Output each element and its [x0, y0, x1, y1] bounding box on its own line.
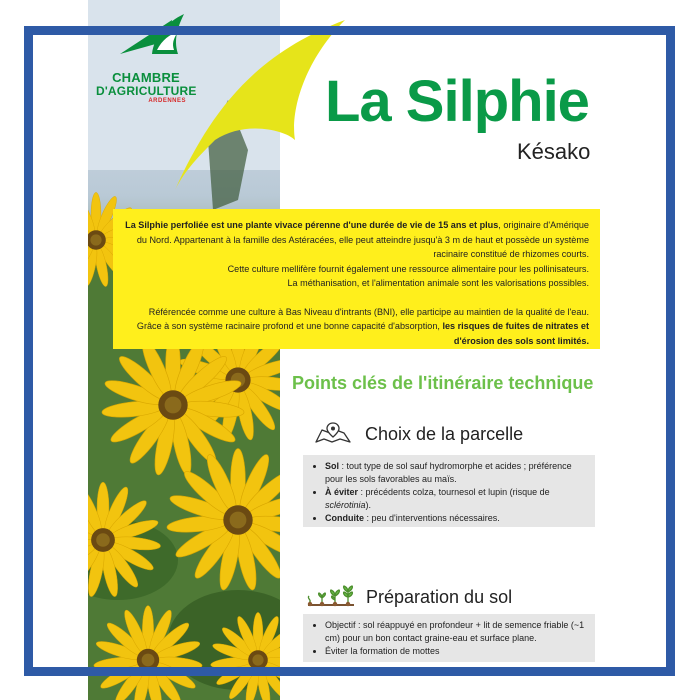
item-italic: sclérotinia	[325, 500, 366, 510]
intro-box	[113, 209, 600, 349]
page-title: La Silphie	[325, 69, 589, 134]
list-item	[325, 460, 587, 486]
seedlings-icon	[306, 585, 356, 607]
list-item	[325, 512, 587, 525]
item-after: ).	[365, 500, 372, 510]
item-text: : précédents colza, tournesol et lupin (risque de	[358, 487, 550, 497]
intro-p2: Cette culture mellifère fournit également une ressource alimentaire pour les pollinisateurs.	[227, 263, 589, 274]
list-item: • Objectif : sol réappuyé en profondeur + lit de semence friable (~1 cm) pour un bon contact graine-eau et surface plane.	[325, 619, 587, 645]
intro-p1-rest: , originaire d'Amérique du Nord. Appartenant à la famille des Astéracées, elle peut atteindre jusqu'à 3 m de haut et possède un système racinaire constitué de rhizomes courts.	[136, 220, 589, 259]
map-pin-icon	[314, 422, 352, 444]
list-item	[325, 486, 587, 512]
intro-p4	[124, 305, 589, 349]
section-title: Points clés de l'itinéraire technique	[292, 373, 594, 393]
item-text: : peu d'interventions nécessaires.	[364, 513, 500, 523]
logo-mark-icon	[112, 6, 192, 66]
logo-line2: D'AGRICULTURE	[96, 84, 197, 98]
parcelle-list	[311, 460, 587, 525]
logo-line3: ARDENNES	[148, 98, 186, 104]
intro-p1	[124, 218, 589, 262]
logo	[96, 6, 197, 104]
page-subtitle: Késako	[517, 139, 591, 164]
item-text: : tout type de sol sauf hydromorphe et acides ; préférence pour les sols favorables au maïs.	[325, 461, 572, 484]
intro-p4-bold: les risques de fuites de nitrates et d'érosion des sols sont limités.	[442, 321, 589, 346]
item-label: Sol	[325, 461, 340, 471]
intro-p4-text: Référencée comme une culture à Bas Niveau d'intrants (BNI), elle participe au maintien de la qualité de l'eau. Grâce à son système racinaire profond et une bonne capacité d'absorption,	[136, 306, 589, 331]
item-label: À éviter	[325, 487, 359, 497]
parcelle-box	[303, 455, 595, 527]
sol-heading: Préparation du sol	[366, 587, 513, 607]
intro-p1-bold: La Silphie perfoliée est une plante vivace pérenne d'une durée de vie de 15 ans et plus	[125, 220, 499, 230]
sol-box	[303, 614, 595, 662]
list-item: • Éviter la formation de mottes	[325, 645, 587, 658]
item-label: Conduite	[325, 513, 364, 523]
sol-list	[311, 619, 587, 658]
logo-line1: CHAMBRE	[112, 70, 180, 85]
parcelle-heading: Choix de la parcelle	[365, 424, 524, 444]
intro-p3: La méthanisation, et l'alimentation animale sont les valorisations possibles.	[287, 278, 589, 288]
